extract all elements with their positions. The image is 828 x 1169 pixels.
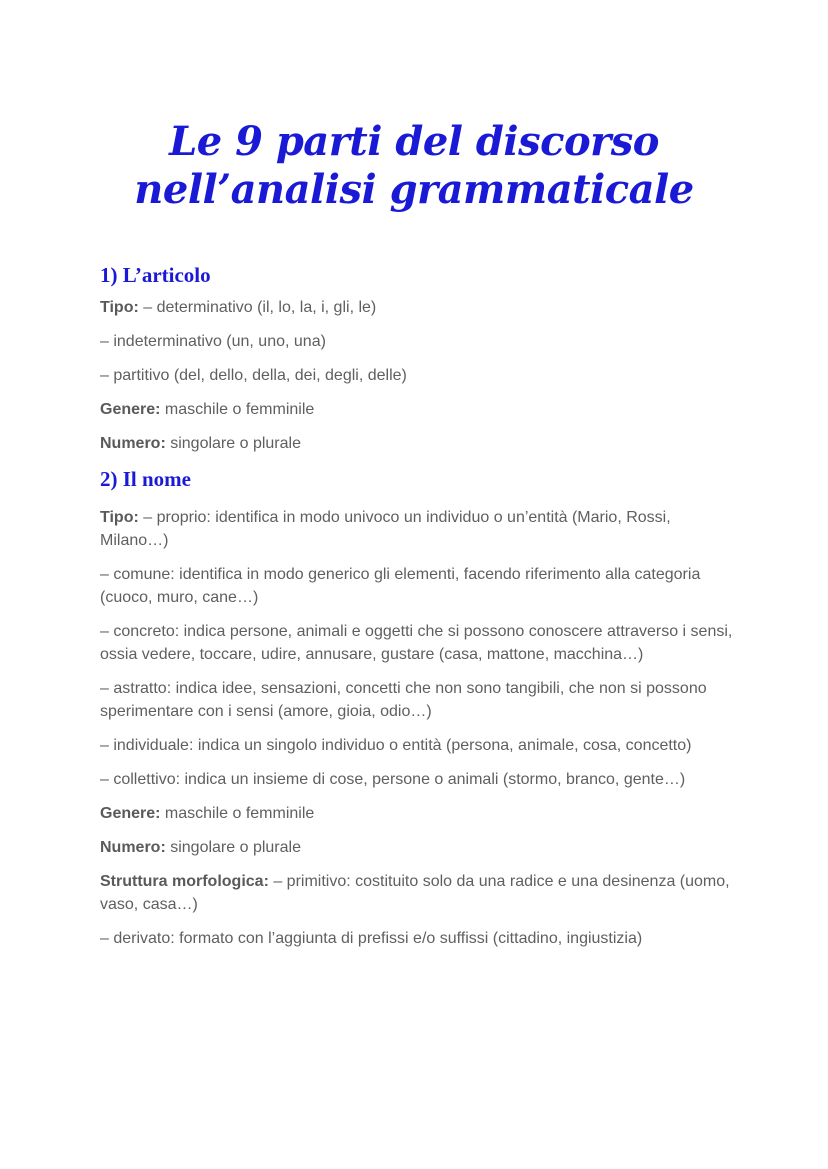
paragraph-label: Numero: — [100, 839, 166, 856]
paragraph-label: Numero: — [100, 435, 166, 452]
title-line-1: Le 9 parti del discorso — [169, 118, 659, 165]
paragraph — [100, 768, 740, 791]
paragraph-text: – individuale: indica un singolo individuo o entità (persona, animale, cosa, concetto) — [100, 737, 692, 754]
paragraph — [100, 330, 740, 353]
paragraph-text: – astratto: indica idee, sensazioni, concetti che non sono tangibili, che non si possono sperimentare con i sensi (amore, gioia, odio…) — [100, 680, 707, 720]
paragraph-label: Struttura morfologica: — [100, 873, 269, 890]
paragraph-text: – proprio: identifica in modo univoco un individuo o un’entità (Mario, Rossi, Milano…) — [100, 509, 671, 549]
paragraph-text: – comune: identifica in modo generico gli elementi, facendo riferimento alla categoria (cuoco, muro, cane…) — [100, 566, 701, 606]
paragraph-label: Genere: — [100, 805, 161, 822]
paragraph — [100, 927, 740, 950]
paragraph — [100, 802, 740, 825]
paragraph — [100, 506, 740, 552]
page-title — [0, 118, 828, 214]
paragraph-text: – indeterminativo (un, uno, una) — [100, 333, 326, 350]
paragraph — [100, 677, 740, 723]
section-heading-articolo: 1) L’articolo — [100, 263, 211, 287]
paragraph-text: – concreto: indica persone, animali e oggetti che si possono conoscere attraverso i sensi, ossia vedere, toccare, udire, annusare, gustare (casa, mattone, macchina…) — [100, 623, 733, 663]
paragraph — [100, 296, 740, 319]
paragraph — [100, 734, 740, 757]
paragraph-text: singolare o plurale — [165, 839, 301, 856]
paragraph — [100, 398, 740, 421]
paragraph — [100, 432, 740, 455]
paragraph — [100, 364, 740, 387]
paragraph-label: Tipo: — [100, 299, 139, 316]
paragraph — [100, 836, 740, 859]
paragraph-text: – partitivo (del, dello, della, dei, degli, delle) — [100, 367, 407, 384]
paragraph — [100, 870, 740, 916]
document-body — [100, 262, 740, 961]
paragraph-text: maschile o femminile — [160, 401, 315, 418]
paragraph-text: – derivato: formato con l’aggiunta di prefissi e/o suffissi (cittadino, ingiustizia) — [100, 930, 643, 947]
paragraph-text: – primitivo: costituito solo da una radice e una desinenza (uomo, vaso, casa…) — [100, 873, 730, 913]
paragraph-text: – determinativo (il, lo, la, i, gli, le) — [138, 299, 377, 316]
paragraph-label: Tipo: — [100, 509, 139, 526]
paragraph-text: maschile o femminile — [160, 805, 315, 822]
section-heading-nome: 2) Il nome — [100, 467, 191, 491]
paragraph-text: – collettivo: indica un insieme di cose, persone o animali (stormo, branco, gente…) — [100, 771, 686, 788]
title-line-2: nell’analisi grammaticale — [134, 166, 694, 213]
paragraph-text: singolare o plurale — [165, 435, 301, 452]
paragraph — [100, 620, 740, 666]
paragraph-label: Genere: — [100, 401, 161, 418]
paragraph — [100, 563, 740, 609]
